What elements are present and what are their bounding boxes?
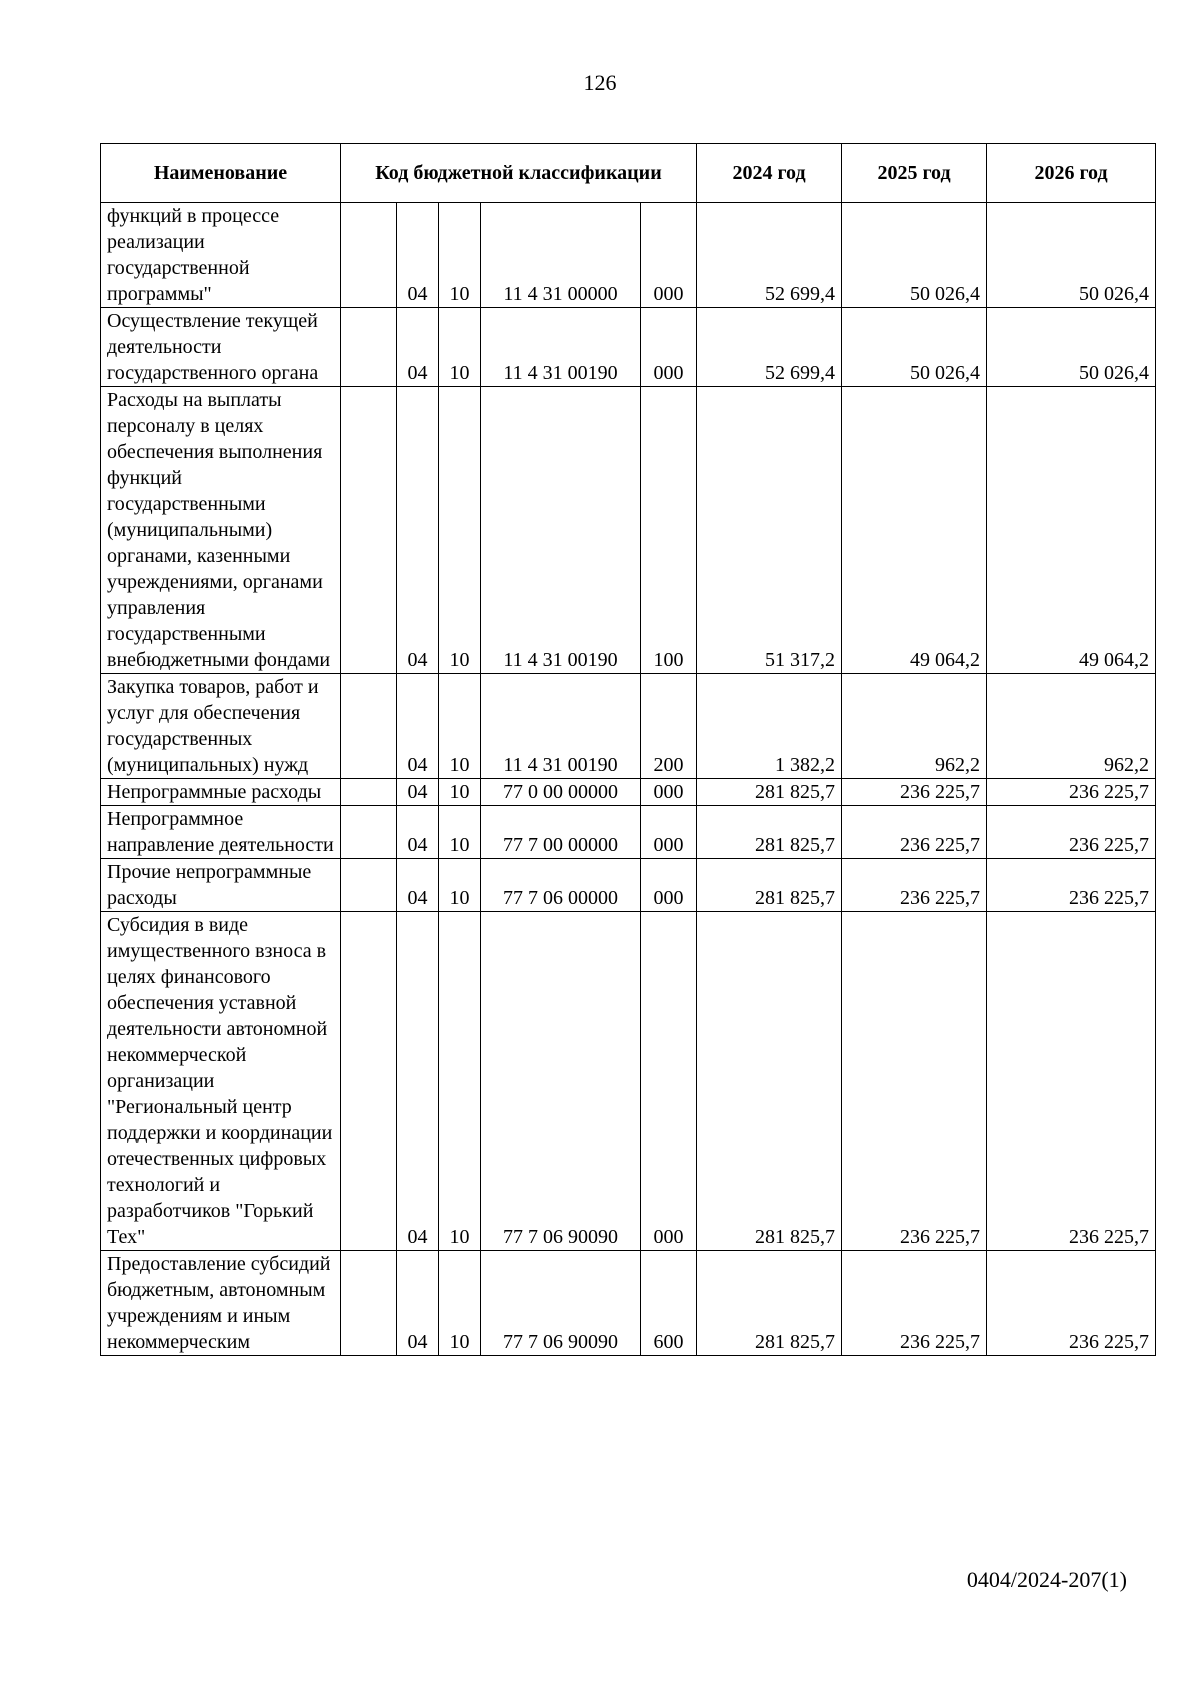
row-expense-type-code: 000 [641,806,697,859]
row-amount-2026: 236 225,7 [987,806,1156,859]
row-expense-type-code: 100 [641,387,697,674]
table-row [101,806,1156,859]
row-expense-type-code: 600 [641,1251,697,1356]
row-section-code: 04 [397,674,439,779]
row-subsection-code: 10 [439,1251,481,1356]
row-subsection-code: 10 [439,806,481,859]
header-name: Наименование [101,144,341,203]
row-amount-2025: 236 225,7 [842,1251,987,1356]
table-header-row [101,144,1156,203]
table-row [101,859,1156,912]
table-row [101,203,1156,308]
table-row [101,674,1156,779]
row-target-code: 77 7 06 00000 [481,859,641,912]
row-amount-2026: 236 225,7 [987,859,1156,912]
row-subsection-code: 10 [439,203,481,308]
row-amount-2025: 236 225,7 [842,859,987,912]
row-amount-2026: 49 064,2 [987,387,1156,674]
row-amount-2025: 962,2 [842,674,987,779]
table-body [101,203,1156,1356]
row-blank-cell [341,859,397,912]
row-amount-2026: 236 225,7 [987,779,1156,806]
header-2026: 2026 год [987,144,1156,203]
row-amount-2024: 281 825,7 [697,806,842,859]
row-target-code: 11 4 31 00190 [481,387,641,674]
row-amount-2024: 1 382,2 [697,674,842,779]
row-target-code: 77 0 00 00000 [481,779,641,806]
row-subsection-code: 10 [439,308,481,387]
row-expense-type-code: 000 [641,203,697,308]
row-subsection-code: 10 [439,912,481,1251]
header-2025: 2025 год [842,144,987,203]
row-amount-2024: 51 317,2 [697,387,842,674]
row-amount-2024: 52 699,4 [697,203,842,308]
row-blank-cell [341,203,397,308]
row-name: Расходы на выплаты персоналу в целях обеспечения выполнения функций государственными (муниципальными) органами, казенными учреждениями, органами управления государственными внебюджетными фондами [101,387,341,674]
row-section-code: 04 [397,912,439,1251]
row-name: функций в процессе реализации государственной программы" [101,203,341,308]
row-subsection-code: 10 [439,674,481,779]
table-row [101,912,1156,1251]
row-amount-2024: 281 825,7 [697,912,842,1251]
row-blank-cell [341,912,397,1251]
row-amount-2026: 962,2 [987,674,1156,779]
page-number: 126 [583,70,617,95]
row-target-code: 77 7 06 90090 [481,1251,641,1356]
row-blank-cell [341,308,397,387]
row-expense-type-code: 000 [641,859,697,912]
document-code: 0404/2024-207(1) [966,1567,1127,1592]
budget-table [100,143,1156,1356]
row-amount-2025: 236 225,7 [842,806,987,859]
row-amount-2026: 236 225,7 [987,912,1156,1251]
table-row [101,1251,1156,1356]
row-amount-2024: 281 825,7 [697,1251,842,1356]
row-expense-type-code: 000 [641,779,697,806]
row-section-code: 04 [397,308,439,387]
row-target-code: 77 7 06 90090 [481,912,641,1251]
row-amount-2025: 236 225,7 [842,779,987,806]
row-section-code: 04 [397,859,439,912]
row-expense-type-code: 000 [641,308,697,387]
row-blank-cell [341,779,397,806]
row-amount-2025: 236 225,7 [842,912,987,1251]
row-amount-2025: 50 026,4 [842,203,987,308]
row-subsection-code: 10 [439,387,481,674]
row-expense-type-code: 200 [641,674,697,779]
row-name: Осуществление текущей деятельности государственного органа [101,308,341,387]
row-amount-2025: 50 026,4 [842,308,987,387]
row-target-code: 77 7 00 00000 [481,806,641,859]
row-amount-2026: 236 225,7 [987,1251,1156,1356]
row-name: Непрограммные расходы [101,779,341,806]
row-section-code: 04 [397,779,439,806]
row-subsection-code: 10 [439,779,481,806]
row-target-code: 11 4 31 00000 [481,203,641,308]
row-blank-cell [341,806,397,859]
row-amount-2025: 49 064,2 [842,387,987,674]
row-name: Закупка товаров, работ и услуг для обеспечения государственных (муниципальных) нужд [101,674,341,779]
row-name: Предоставление субсидий бюджетным, автономным учреждениям и иным некоммерческим [101,1251,341,1356]
row-amount-2026: 50 026,4 [987,308,1156,387]
row-blank-cell [341,387,397,674]
table-row [101,387,1156,674]
row-blank-cell [341,674,397,779]
table-row [101,308,1156,387]
row-target-code: 11 4 31 00190 [481,674,641,779]
row-section-code: 04 [397,1251,439,1356]
row-subsection-code: 10 [439,859,481,912]
row-name: Прочие непрограммные расходы [101,859,341,912]
row-target-code: 11 4 31 00190 [481,308,641,387]
row-name: Непрограммное направление деятельности [101,806,341,859]
header-code: Код бюджетной классификации [341,144,697,203]
row-section-code: 04 [397,387,439,674]
header-2024: 2024 год [697,144,842,203]
row-amount-2024: 281 825,7 [697,779,842,806]
row-section-code: 04 [397,806,439,859]
row-amount-2026: 50 026,4 [987,203,1156,308]
row-amount-2024: 281 825,7 [697,859,842,912]
row-section-code: 04 [397,203,439,308]
table-row [101,779,1156,806]
row-name: Субсидия в виде имущественного взноса в целях финансового обеспечения уставной деятельности автономной некоммерческой организации "Региональный центр поддержки и координации отечественных цифровых технологий и разработчиков "Горький Тех" [101,912,341,1251]
row-amount-2024: 52 699,4 [697,308,842,387]
row-expense-type-code: 000 [641,912,697,1251]
row-blank-cell [341,1251,397,1356]
